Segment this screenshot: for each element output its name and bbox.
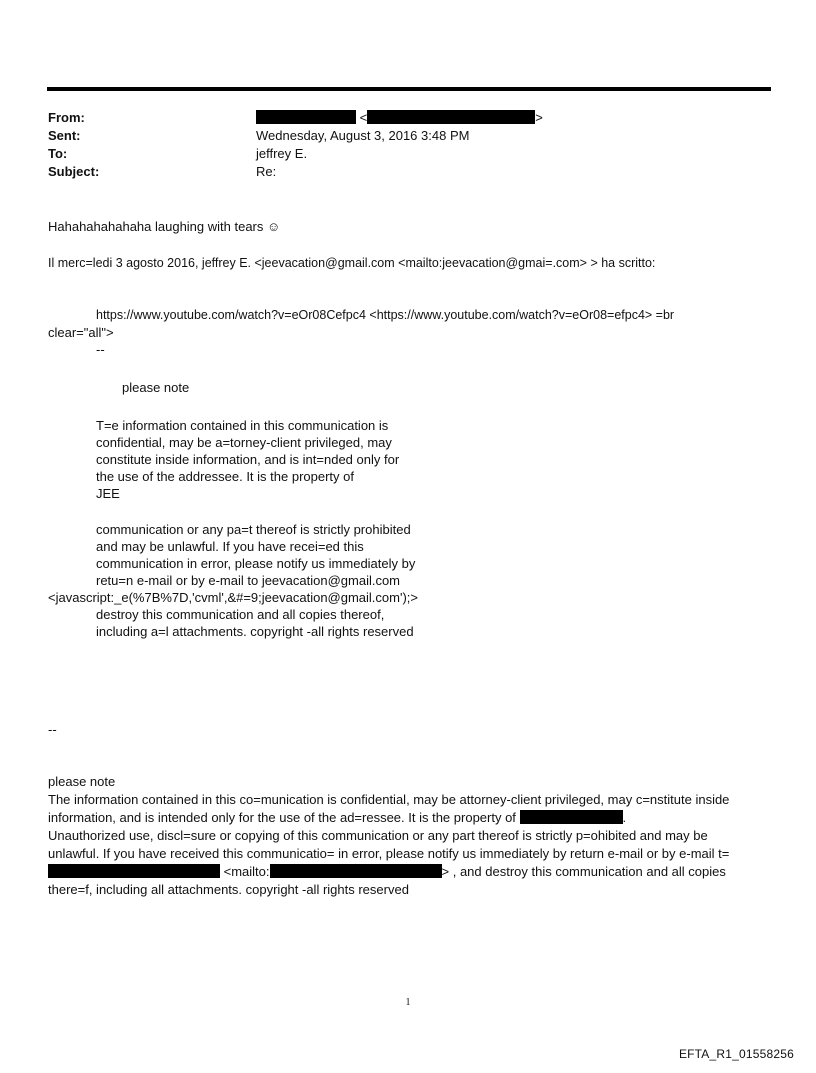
sent-value: Wednesday, August 3, 2016 3:48 PM [256,128,470,143]
quoted-notice-line: confidential, may be a=torney-client privileged, may [96,435,392,450]
from-lt: < [359,110,368,125]
youtube-link-line: https://www.youtube.com/watch?v=eOr08Cefpc4 <https://www.youtube.com/watch?v=eOr08=efpc4> =br [96,308,675,322]
quoted-please-note: please note [122,380,190,395]
quoted-notice-line: and may be unlawful. If you have recei=ed this [96,539,364,554]
quoted-notice-line: the use of the addressee. It is the property of [96,469,354,484]
email-header [48,109,768,181]
quote-intro: Il merc=ledi 3 agosto 2016, jeffrey E. <jeevacation@gmail.com <mailto:jeevacation@gmai=.com> > ha scritto: [48,256,656,270]
document-id: EFTA_R1_01558256 [678,1047,794,1061]
quoted-notice-line: communication in error, please notify us immediately by [96,556,416,571]
youtube-link-continuation: clear="all"> [48,325,114,340]
to-label: To: [48,146,68,161]
subject-row [48,163,768,181]
signature-separator: -- [48,722,57,737]
subject-value: Re: [256,164,277,179]
quoted-notice-line: retu=n e-mail or by e-mail to jeevacation@gmail.com [96,573,401,588]
from-value [256,109,543,127]
notice-line: Unauthorized use, discl=sure or copying of this communication or any part thereof is strictly p=ohibited and may be [48,828,708,843]
mailto-text: <mailto: [223,864,270,879]
quoted-notice-line: including a=l attachments. copyright -all rights reserved [96,624,414,639]
quoted-notice-line: constitute inside information, and is int=nded only for [96,452,400,467]
confidentiality-notice [48,773,772,899]
quoted-notice-line: JEE [96,486,120,501]
notice-line: The information contained in this co=munication is confidential, may be attorney-client privileged, may c=nstitute inside [48,792,730,807]
sent-row [48,127,768,145]
notice-line [48,809,772,827]
redaction-box [256,110,356,124]
subject-label: Subject: [48,164,100,179]
reply-text: Hahahahahahaha laughing with tears ☺ [48,219,281,234]
notice-line-text: > , and destroy this communication and all copies [441,864,726,879]
notice-line [48,863,772,881]
sent-label: Sent: [48,128,81,143]
redaction-box [520,810,623,824]
to-value: jeffrey E. [256,146,308,161]
notice-line: unlawful. If you have received this communicatio= in error, please notify us immediately by return e-mail or by e-mail t= [48,846,730,861]
quoted-notice-line: destroy this communication and all copies thereof, [96,607,385,622]
to-row [48,145,768,163]
redaction-box [48,864,220,878]
notice-heading: please note [48,774,116,789]
quoted-notice-line: T=e information contained in this communication is [96,418,389,433]
quoted-notice-line: communication or any pa=t thereof is strictly prohibited [96,522,411,537]
redaction-box [270,864,442,878]
from-label: From: [48,110,85,125]
notice-line: there=f, including all attachments. copyright -all rights reserved [48,882,409,897]
page-number: 1 [405,997,411,1008]
quoted-separator: -- [96,342,105,357]
notice-line-end: . [622,810,627,825]
redaction-box [367,110,535,124]
notice-line-text: information, and is intended only for the use of the ad=ressee. It is the property of [48,810,516,825]
header-rule [47,87,771,91]
from-row [48,109,768,127]
javascript-link-line: <javascript:_e(%7B%7D,'cvml',&#=9;jeevacation@gmail.com');> [48,590,418,605]
from-gt: > [535,110,543,125]
